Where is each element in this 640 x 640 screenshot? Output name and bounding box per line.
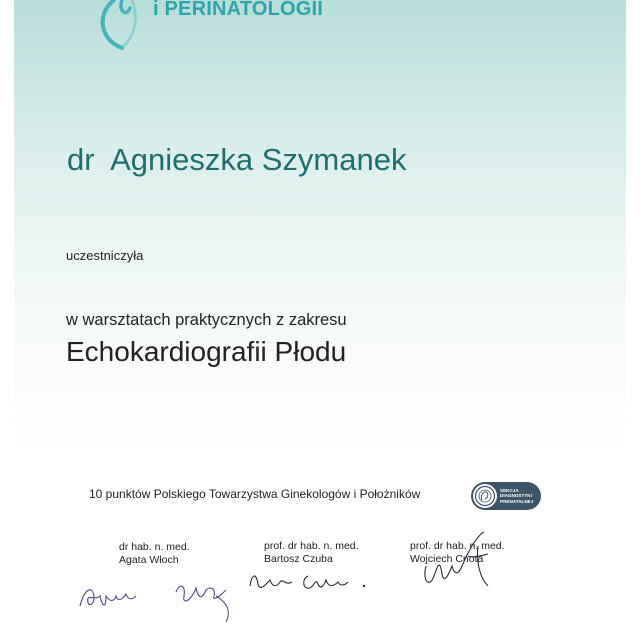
- signatory-name: Agata Włoch: [119, 554, 179, 566]
- signatory-name: Bartosz Czuba: [264, 553, 333, 565]
- signatory-1: [119, 541, 190, 567]
- fetus-arc-logo-icon: [92, 0, 152, 54]
- signatory-name: Wojciech Cnota: [410, 553, 484, 565]
- recipient-name: dr Agnieszka Szymanek: [67, 142, 407, 177]
- signature-bartosz-czuba: [246, 564, 376, 604]
- workshop-description: w warsztatach praktycznych z zakresu: [66, 311, 347, 329]
- badge-line: PRENATALNEJ: [500, 498, 534, 504]
- badge-line: DIAGNOSTYKI: [500, 493, 532, 499]
- prenatal-section-badge: [471, 482, 541, 510]
- prenatal-section-emblem-icon: [473, 484, 497, 508]
- credits-statement: 10 punktów Polskiego Towarzystwa Ginekologów i Położników: [89, 487, 421, 501]
- signatory-title: dr hab. n. med.: [119, 541, 190, 553]
- participation-text: uczestniczyła: [66, 248, 144, 263]
- signatory-title: prof. dr hab. n. med.: [264, 540, 359, 552]
- signatory-title: prof. dr hab. n. med.: [410, 540, 505, 552]
- certificate-sheet: [14, 0, 626, 640]
- signature-agata-wloch: [76, 566, 246, 626]
- signature-wojciech-cnota: [418, 526, 508, 596]
- course-title: Echokardiografii Płodu: [66, 336, 347, 367]
- logo-text: i PERINATOLOGII: [153, 0, 324, 20]
- signatory-2: [264, 540, 359, 566]
- badge-line: SEKCJA: [500, 487, 519, 493]
- badge-text: [500, 488, 533, 504]
